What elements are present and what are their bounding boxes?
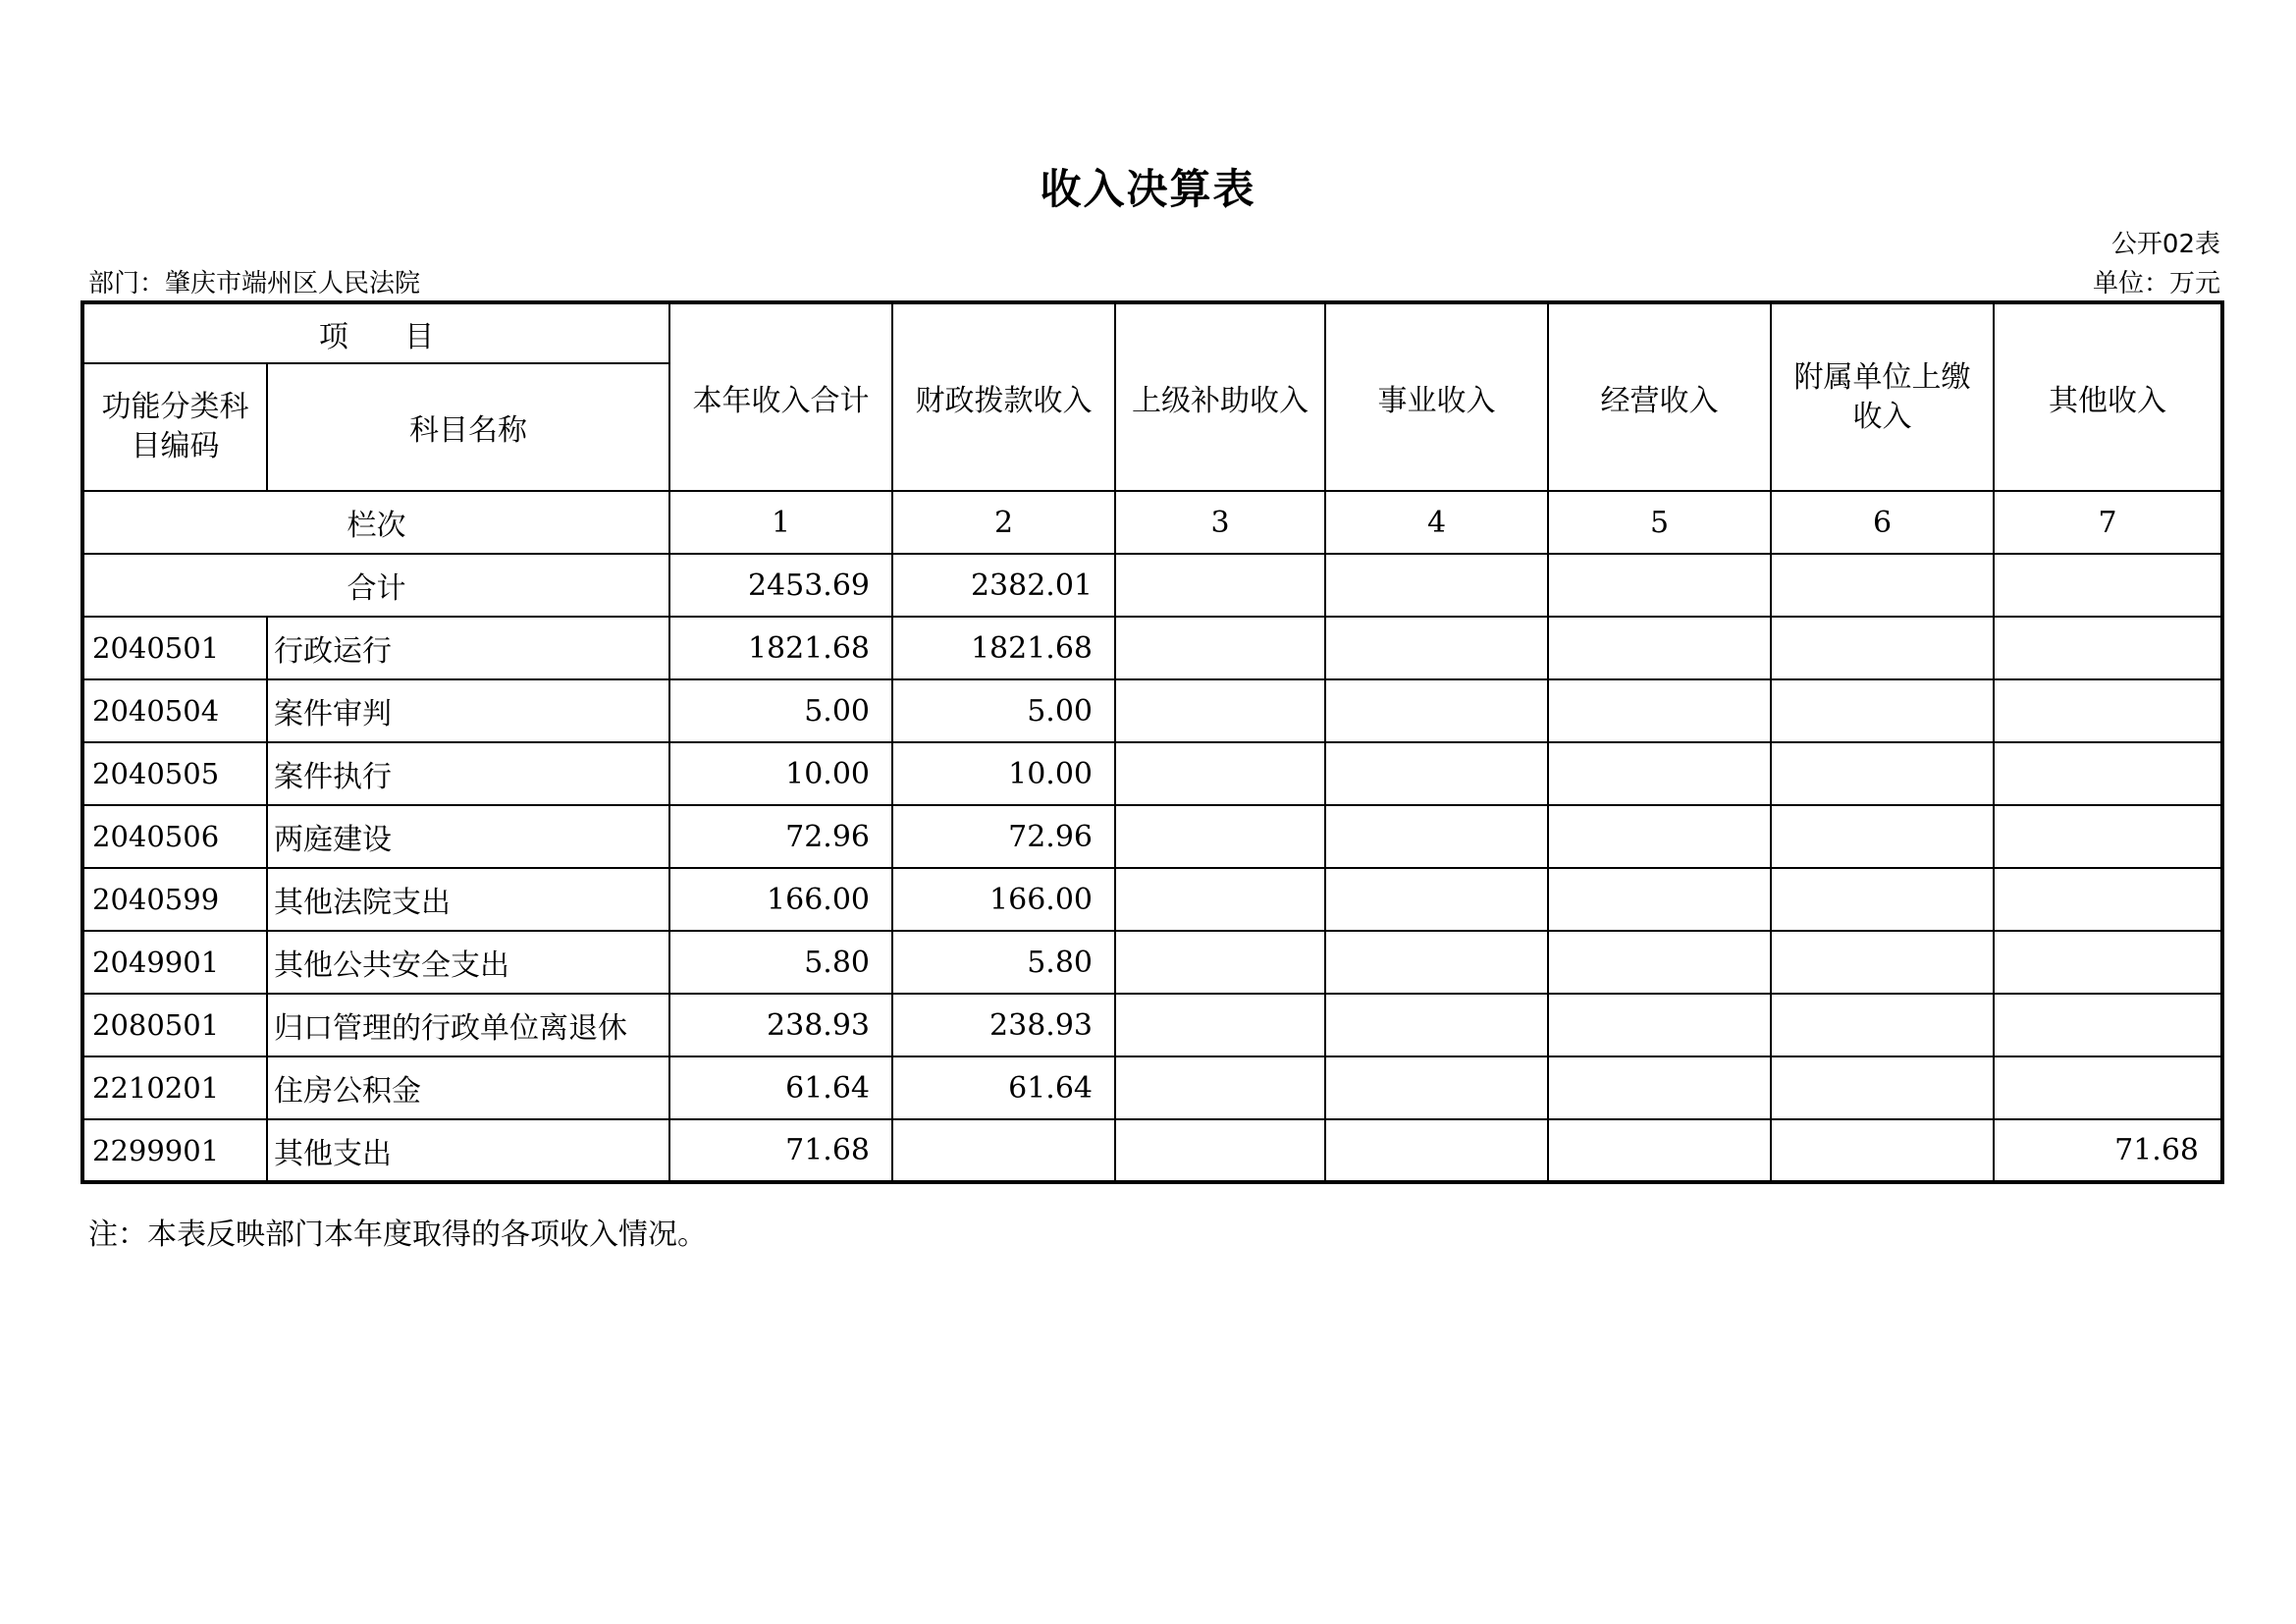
- row-value-6: [1771, 679, 1994, 742]
- row-value-2: 166.00: [892, 868, 1115, 931]
- row-value-3: [1115, 805, 1325, 868]
- row-value-7: [1994, 868, 2222, 931]
- column-index-label: 栏次: [82, 491, 669, 554]
- row-value-3: [1115, 679, 1325, 742]
- column-index-row: [82, 491, 2222, 554]
- column-index-1: 1: [669, 491, 892, 554]
- total-value-6: [1771, 554, 1994, 617]
- row-value-4: [1325, 1056, 1548, 1119]
- income-table: [80, 300, 2224, 1184]
- row-value-2: 61.64: [892, 1056, 1115, 1119]
- row-value-4: [1325, 742, 1548, 805]
- row-value-3: [1115, 868, 1325, 931]
- row-value-2: 1821.68: [892, 617, 1115, 679]
- row-value-1: 5.00: [669, 679, 892, 742]
- row-value-7: [1994, 1056, 2222, 1119]
- row-code: 2040505: [82, 742, 267, 805]
- row-value-6: [1771, 931, 1994, 994]
- row-code: 2080501: [82, 994, 267, 1056]
- row-value-4: [1325, 931, 1548, 994]
- row-value-1: 72.96: [669, 805, 892, 868]
- row-value-6: [1771, 617, 1994, 679]
- header-col1: 本年收入合计: [669, 302, 892, 491]
- row-value-7: [1994, 805, 2222, 868]
- total-row: [82, 554, 2222, 617]
- total-value-5: [1548, 554, 1771, 617]
- column-index-6: 6: [1771, 491, 1994, 554]
- row-value-7: [1994, 742, 2222, 805]
- column-index-3: 3: [1115, 491, 1325, 554]
- row-value-6: [1771, 742, 1994, 805]
- row-code: 2299901: [82, 1119, 267, 1182]
- row-value-7: [1994, 931, 2222, 994]
- department-label: 部门：肇庆市端州区人民法院: [88, 269, 421, 298]
- row-value-7: [1994, 679, 2222, 742]
- row-value-1: 238.93: [669, 994, 892, 1056]
- row-value-5: [1548, 994, 1771, 1056]
- row-value-2: 5.00: [892, 679, 1115, 742]
- total-value-3: [1115, 554, 1325, 617]
- row-code: 2040599: [82, 868, 267, 931]
- row-code: 2049901: [82, 931, 267, 994]
- page-title: 收入决算表: [1040, 165, 1256, 213]
- total-label: 合计: [82, 554, 669, 617]
- row-value-4: [1325, 994, 1548, 1056]
- row-value-1: 166.00: [669, 868, 892, 931]
- row-value-6: [1771, 868, 1994, 931]
- column-index-2: 2: [892, 491, 1115, 554]
- row-value-2: 238.93: [892, 994, 1115, 1056]
- total-value-2: 2382.01: [892, 554, 1115, 617]
- row-name: 两庭建设: [267, 805, 669, 868]
- table-row: [82, 868, 2222, 931]
- row-value-1: 10.00: [669, 742, 892, 805]
- header-item: 项 目: [82, 302, 669, 363]
- row-value-2: 5.80: [892, 931, 1115, 994]
- row-name: 案件执行: [267, 742, 669, 805]
- table-row: [82, 1119, 2222, 1182]
- row-value-5: [1548, 742, 1771, 805]
- row-value-5: [1548, 617, 1771, 679]
- row-code: 2040501: [82, 617, 267, 679]
- table-row: [82, 1056, 2222, 1119]
- table-row: [82, 805, 2222, 868]
- row-name: 行政运行: [267, 617, 669, 679]
- table-row: [82, 931, 2222, 994]
- header-code: 功能分类科目编码: [82, 363, 267, 491]
- header-col7: 其他收入: [1994, 302, 2222, 491]
- row-value-7: [1994, 617, 2222, 679]
- row-value-6: [1771, 1056, 1994, 1119]
- row-value-1: 1821.68: [669, 617, 892, 679]
- unit-label: 单位：万元: [2092, 269, 2220, 298]
- row-name: 其他支出: [267, 1119, 669, 1182]
- row-value-4: [1325, 679, 1548, 742]
- row-value-1: 5.80: [669, 931, 892, 994]
- row-value-2: [892, 1119, 1115, 1182]
- row-value-5: [1548, 679, 1771, 742]
- header-col6: 附属单位上缴收入: [1771, 302, 1994, 491]
- row-name: 其他法院支出: [267, 868, 669, 931]
- column-index-5: 5: [1548, 491, 1771, 554]
- column-index-7: 7: [1994, 491, 2222, 554]
- row-value-5: [1548, 805, 1771, 868]
- row-value-7: 71.68: [1994, 1119, 2222, 1182]
- row-value-3: [1115, 617, 1325, 679]
- table-row: [82, 679, 2222, 742]
- row-value-5: [1548, 1119, 1771, 1182]
- row-value-2: 72.96: [892, 805, 1115, 868]
- form-number: 公开02表: [2110, 230, 2220, 259]
- row-value-3: [1115, 994, 1325, 1056]
- row-value-6: [1771, 994, 1994, 1056]
- header-col5: 经营收入: [1548, 302, 1771, 491]
- row-value-7: [1994, 994, 2222, 1056]
- row-value-4: [1325, 1119, 1548, 1182]
- header-col4: 事业收入: [1325, 302, 1548, 491]
- row-value-3: [1115, 931, 1325, 994]
- table-row: [82, 742, 2222, 805]
- row-code: 2040504: [82, 679, 267, 742]
- row-value-3: [1115, 1056, 1325, 1119]
- row-value-4: [1325, 868, 1548, 931]
- row-name: 住房公积金: [267, 1056, 669, 1119]
- total-value-1: 2453.69: [669, 554, 892, 617]
- row-value-4: [1325, 617, 1548, 679]
- column-index-4: 4: [1325, 491, 1548, 554]
- row-value-4: [1325, 805, 1548, 868]
- row-code: 2040506: [82, 805, 267, 868]
- table-note: 注：本表反映部门本年度取得的各项收入情况。: [88, 1218, 707, 1252]
- row-value-5: [1548, 931, 1771, 994]
- row-value-6: [1771, 1119, 1994, 1182]
- total-value-4: [1325, 554, 1548, 617]
- row-name: 案件审判: [267, 679, 669, 742]
- header-row-1: [82, 302, 2222, 363]
- row-name: 归口管理的行政单位离退休: [267, 994, 669, 1056]
- row-value-3: [1115, 742, 1325, 805]
- row-value-1: 61.64: [669, 1056, 892, 1119]
- row-value-2: 10.00: [892, 742, 1115, 805]
- table-row: [82, 994, 2222, 1056]
- row-code: 2210201: [82, 1056, 267, 1119]
- row-value-5: [1548, 1056, 1771, 1119]
- row-value-6: [1771, 805, 1994, 868]
- table-row: [82, 617, 2222, 679]
- header-name: 科目名称: [267, 363, 669, 491]
- header-col3: 上级补助收入: [1115, 302, 1325, 491]
- row-value-3: [1115, 1119, 1325, 1182]
- row-name: 其他公共安全支出: [267, 931, 669, 994]
- row-value-5: [1548, 868, 1771, 931]
- header-col2: 财政拨款收入: [892, 302, 1115, 491]
- row-value-1: 71.68: [669, 1119, 892, 1182]
- table-body: [82, 302, 2222, 1182]
- total-value-7: [1994, 554, 2222, 617]
